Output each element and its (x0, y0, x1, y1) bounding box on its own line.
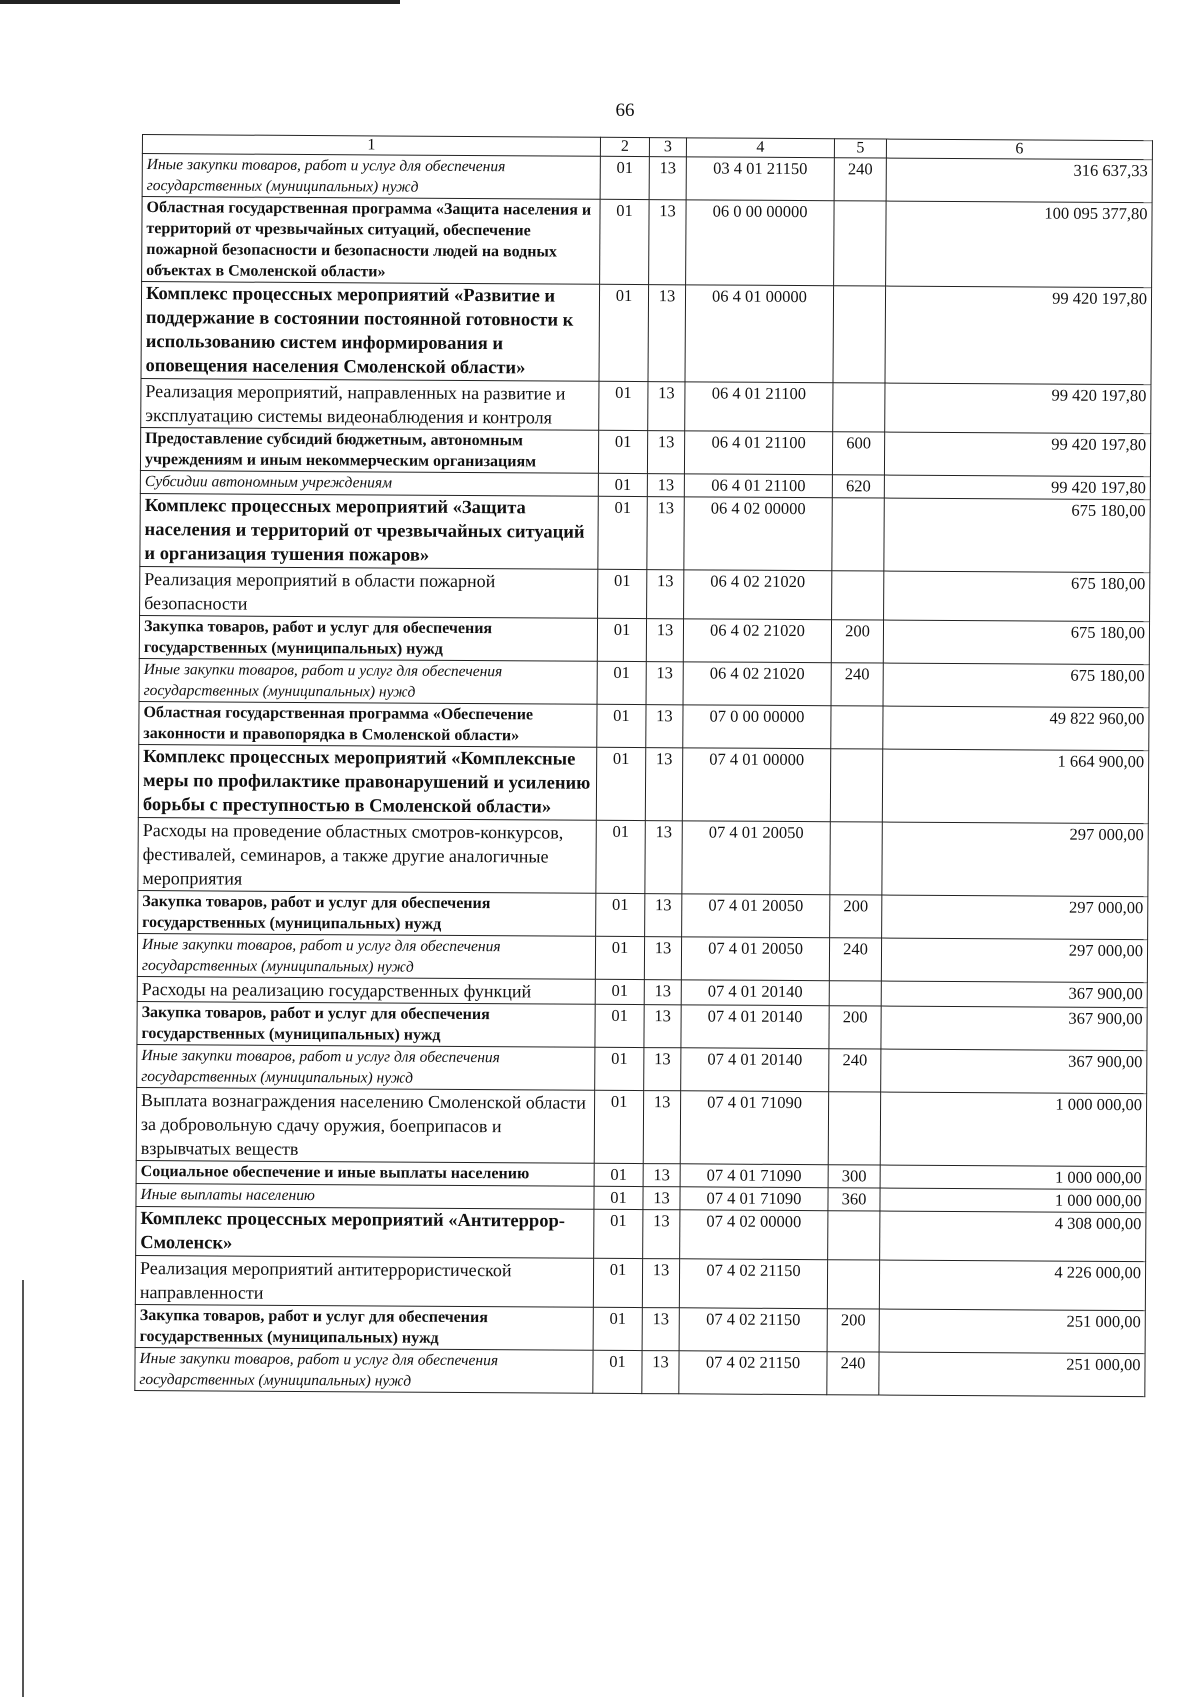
row-subsection-cell: 13 (644, 1005, 681, 1048)
row-target-article-cell: 06 4 01 21100 (684, 431, 832, 475)
row-amount-cell: 297 000,00 (881, 938, 1147, 983)
scan-edge-mark (0, 0, 400, 4)
row-subsection-cell: 13 (645, 748, 682, 821)
row-target-article-cell: 06 4 02 00000 (684, 497, 832, 571)
table-row (142, 197, 1153, 288)
row-name-cell: Иные закупки товаров, работ и услуг для обеспечения государственных (муниципальных) нужд (142, 154, 600, 200)
row-name-cell: Реализация мероприятий, направленных на развитие и эксплуатацию системы видеонаблюдения и контроля (141, 378, 599, 430)
header-col-5: 5 (834, 139, 886, 158)
row-subsection-cell: 13 (643, 1187, 680, 1210)
row-amount-cell: 675 180,00 (884, 571, 1150, 622)
row-amount-cell: 251 000,00 (879, 1352, 1145, 1397)
row-expense-type-cell (828, 1092, 880, 1165)
row-expense-type-cell: 360 (828, 1188, 880, 1211)
row-name-cell: Закупка товаров, работ и услуг для обеспечения государственных (муниципальных) нужд (138, 890, 596, 936)
table-row (140, 566, 1150, 621)
row-amount-cell: 675 180,00 (883, 620, 1149, 665)
row-section-cell: 01 (598, 430, 647, 473)
row-target-article-cell: 03 4 01 21150 (686, 157, 834, 201)
table-row (136, 1206, 1146, 1261)
header-col-2: 2 (600, 137, 649, 156)
row-section-cell: 01 (594, 1163, 643, 1186)
row-subsection-cell: 13 (649, 157, 686, 200)
row-name-cell: Предоставление субсидий бюджетным, автономным учреждениям и иным некоммерческим организациям (140, 427, 598, 473)
row-target-article-cell: 06 0 00 00000 (686, 200, 835, 286)
row-subsection-cell: 13 (647, 497, 684, 570)
table-row (142, 154, 1152, 203)
row-name-cell: Иные закупки товаров, работ и услуг для обеспечения государственных (муниципальных) нужд (137, 1044, 595, 1090)
table-row (140, 427, 1150, 476)
row-name-cell: Расходы на реализацию государственных функций (137, 976, 595, 1004)
row-section-cell: 01 (599, 284, 649, 381)
header-col-3: 3 (649, 138, 686, 157)
row-expense-type-cell: 240 (831, 663, 883, 706)
row-subsection-cell: 13 (646, 705, 683, 748)
row-target-article-cell: 07 4 02 21150 (679, 1308, 827, 1352)
row-target-article-cell: 07 4 01 00000 (682, 748, 830, 822)
row-section-cell: 01 (595, 936, 644, 979)
row-subsection-cell: 13 (647, 570, 684, 619)
row-section-cell: 01 (597, 618, 646, 661)
table-row (135, 1304, 1145, 1353)
row-amount-cell: 1 000 000,00 (880, 1165, 1146, 1190)
row-name-cell: Иные закупки товаров, работ и услуг для обеспечения государственных (муниципальных) нужд (135, 1347, 593, 1393)
row-expense-type-cell: 200 (830, 895, 882, 938)
row-section-cell: 01 (593, 1350, 642, 1393)
row-subsection-cell: 13 (642, 1259, 679, 1308)
row-subsection-cell: 13 (647, 431, 684, 474)
row-target-article-cell: 07 4 01 20050 (681, 937, 829, 981)
table-row (137, 1044, 1147, 1093)
row-expense-type-cell (830, 749, 882, 822)
row-amount-cell: 297 000,00 (882, 895, 1148, 940)
row-section-cell: 01 (595, 1004, 644, 1047)
row-amount-cell: 251 000,00 (879, 1309, 1145, 1354)
row-expense-type-cell: 600 (832, 432, 884, 475)
row-section-cell: 01 (596, 893, 645, 936)
row-amount-cell: 675 180,00 (884, 498, 1150, 573)
row-target-article-cell: 07 4 01 20140 (681, 1005, 829, 1049)
row-expense-type-cell (834, 201, 887, 286)
row-expense-type-cell: 200 (831, 620, 883, 663)
row-subsection-cell: 13 (648, 285, 686, 382)
table-row (137, 1001, 1147, 1050)
row-subsection-cell: 13 (647, 474, 684, 497)
table-row (138, 890, 1148, 939)
row-section-cell: 01 (594, 1090, 643, 1163)
row-section-cell: 01 (593, 1307, 642, 1350)
row-section-cell: 01 (595, 979, 644, 1004)
row-subsection-cell: 13 (646, 662, 683, 705)
row-name-cell: Комплекс процессных мероприятий «Защита населения и территорий от чрезвычайных ситуаций и организация тушения пожаров» (140, 493, 598, 569)
table-row (138, 817, 1148, 896)
row-section-cell: 01 (593, 1258, 642, 1307)
row-target-article-cell: 06 4 02 21020 (684, 570, 832, 620)
row-amount-cell: 297 000,00 (882, 822, 1148, 897)
row-subsection-cell: 13 (643, 1210, 680, 1259)
row-subsection-cell: 13 (644, 1048, 681, 1091)
row-target-article-cell: 07 0 00 00000 (683, 705, 831, 749)
row-subsection-cell: 13 (642, 1351, 679, 1394)
row-subsection-cell: 13 (646, 619, 683, 662)
row-name-cell: Комплекс процессных мероприятий «Антитеррор-Смоленск» (136, 1206, 594, 1258)
row-amount-cell: 1 000 000,00 (880, 1092, 1146, 1167)
table-row (139, 658, 1149, 707)
row-amount-cell: 675 180,00 (883, 663, 1149, 708)
row-section-cell: 01 (595, 1047, 644, 1090)
row-expense-type-cell: 240 (829, 938, 881, 981)
row-amount-cell: 367 900,00 (881, 1006, 1147, 1051)
row-section-cell: 01 (598, 473, 647, 496)
row-section-cell: 01 (597, 704, 646, 747)
row-expense-type-cell (830, 822, 882, 895)
row-name-cell: Социальное обеспечение и иные выплаты населению (136, 1160, 594, 1186)
row-name-cell: Закупка товаров, работ и услуг для обеспечения государственных (муниципальных) нужд (139, 615, 597, 661)
row-target-article-cell: 07 4 01 71090 (680, 1164, 828, 1188)
row-amount-cell: 4 226 000,00 (879, 1260, 1145, 1311)
row-target-article-cell: 06 4 02 21020 (683, 662, 831, 706)
row-subsection-cell: 13 (645, 894, 682, 937)
row-subsection-cell: 13 (644, 937, 681, 980)
row-expense-type-cell (832, 571, 884, 620)
row-expense-type-cell: 240 (827, 1352, 879, 1395)
row-section-cell: 01 (600, 199, 650, 284)
row-target-article-cell: 07 4 01 71090 (680, 1187, 828, 1211)
scan-side-line (22, 1280, 24, 1697)
table-row (141, 282, 1152, 385)
table-row (140, 493, 1150, 572)
row-subsection-cell: 13 (649, 200, 687, 285)
row-name-cell: Расходы на проведение областных смотров-конкурсов, фестивалей, семинаров, а также другие аналогичные мероприятия (138, 817, 596, 893)
table-row (141, 378, 1151, 433)
row-amount-cell: 4 308 000,00 (880, 1211, 1146, 1262)
row-amount-cell: 49 822 960,00 (883, 706, 1149, 751)
row-section-cell: 01 (594, 1209, 643, 1258)
row-amount-cell: 99 420 197,80 (884, 475, 1150, 500)
row-name-cell: Иные выплаты населению (136, 1183, 594, 1209)
table-body (135, 154, 1153, 1397)
table-row (136, 1087, 1146, 1166)
row-target-article-cell: 06 4 01 21100 (684, 474, 832, 498)
row-amount-cell: 1 000 000,00 (880, 1188, 1146, 1213)
row-subsection-cell: 13 (643, 1091, 680, 1164)
row-expense-type-cell (833, 286, 886, 383)
row-name-cell: Комплекс процессных мероприятий «Развитие и поддержание в состоянии постоянной готовности к использованию систем информирования и оповещения населения Смоленской области» (141, 282, 600, 382)
row-expense-type-cell (832, 498, 884, 571)
row-expense-type-cell: 200 (827, 1309, 879, 1352)
row-target-article-cell: 07 4 02 21150 (679, 1259, 827, 1309)
row-amount-cell: 99 420 197,80 (885, 286, 1152, 385)
row-section-cell: 01 (596, 747, 645, 820)
row-expense-type-cell: 200 (829, 1006, 881, 1049)
row-target-article-cell: 07 4 01 20050 (682, 894, 830, 938)
table-row (138, 744, 1148, 823)
row-expense-type-cell: 620 (832, 475, 884, 498)
row-name-cell: Областная государственная программа «Защита населения и территорий от чрезвычайных ситуаций, обеспечение пожарной безопасности и безопасности людей на водных объектах в Смоленской области» (142, 197, 601, 285)
header-col-1: 1 (142, 135, 600, 157)
row-amount-cell: 367 900,00 (881, 981, 1147, 1008)
row-section-cell: 01 (600, 156, 649, 199)
row-subsection-cell: 13 (644, 980, 681, 1005)
row-expense-type-cell (833, 383, 885, 432)
row-name-cell: Комплекс процессных мероприятий «Комплексные меры по профилактике правонарушений и усилению борьбы с преступностью в Смоленской области» (138, 744, 596, 820)
row-amount-cell: 99 420 197,80 (884, 432, 1150, 477)
row-subsection-cell: 13 (643, 1164, 680, 1187)
table-row (139, 701, 1149, 750)
row-subsection-cell: 13 (645, 821, 682, 894)
row-name-cell: Иные закупки товаров, работ и услуг для обеспечения государственных (муниципальных) нужд (139, 658, 597, 704)
row-target-article-cell: 06 4 01 21100 (685, 382, 833, 432)
row-name-cell: Закупка товаров, работ и услуг для обеспечения государственных (муниципальных) нужд (135, 1304, 593, 1350)
header-col-4: 4 (686, 138, 834, 158)
budget-table (134, 134, 1153, 1397)
row-name-cell: Областная государственная программа «Обеспечение законности и правопорядка в Смоленской области» (139, 701, 597, 747)
row-expense-type-cell: 240 (834, 158, 886, 201)
table-row (139, 615, 1149, 664)
row-target-article-cell: 07 4 01 20050 (682, 821, 830, 895)
row-target-article-cell: 07 4 01 20140 (681, 1048, 829, 1092)
row-name-cell: Реализация мероприятий антитеррористической направленности (135, 1255, 593, 1307)
row-subsection-cell: 13 (642, 1308, 679, 1351)
page-number: 66 (615, 100, 635, 121)
row-name-cell: Закупка товаров, работ и услуг для обеспечения государственных (муниципальных) нужд (137, 1001, 595, 1047)
table-row (135, 1347, 1145, 1396)
row-name-cell: Иные закупки товаров, работ и услуг для обеспечения государственных (муниципальных) нужд (137, 933, 595, 979)
row-section-cell: 01 (598, 496, 647, 569)
row-target-article-cell: 06 4 01 00000 (685, 285, 834, 383)
row-amount-cell: 1 664 900,00 (882, 749, 1148, 824)
row-section-cell: 01 (599, 381, 648, 430)
row-target-article-cell: 07 4 01 20140 (681, 980, 829, 1006)
row-name-cell: Субсидии автономным учреждениям (140, 470, 598, 496)
row-name-cell: Реализация мероприятий в области пожарной безопасности (140, 566, 598, 618)
row-expense-type-cell: 240 (829, 1049, 881, 1092)
row-amount-cell: 99 420 197,80 (885, 383, 1151, 434)
row-target-article-cell: 07 4 02 21150 (679, 1351, 827, 1395)
row-section-cell: 01 (594, 1186, 643, 1209)
row-section-cell: 01 (596, 820, 645, 893)
row-amount-cell: 100 095 377,80 (886, 201, 1153, 288)
row-section-cell: 01 (598, 569, 647, 618)
row-target-article-cell: 07 4 02 00000 (680, 1210, 828, 1260)
row-amount-cell: 316 637,33 (886, 158, 1152, 203)
row-expense-type-cell (829, 981, 881, 1006)
row-expense-type-cell: 300 (828, 1165, 880, 1188)
row-expense-type-cell (827, 1260, 879, 1309)
header-col-6: 6 (886, 139, 1152, 160)
row-name-cell: Выплата вознаграждения населению Смоленской области за добровольную сдачу оружия, боеприпасов и взрывчатых веществ (136, 1087, 594, 1163)
row-target-article-cell: 06 4 02 21020 (683, 619, 831, 663)
row-expense-type-cell (831, 706, 883, 749)
table-row (137, 933, 1147, 982)
row-expense-type-cell (828, 1211, 880, 1260)
row-target-article-cell: 07 4 01 71090 (680, 1091, 828, 1165)
row-amount-cell: 367 900,00 (881, 1049, 1147, 1094)
row-subsection-cell: 13 (648, 382, 685, 431)
table-row (135, 1255, 1145, 1310)
row-section-cell: 01 (597, 661, 646, 704)
